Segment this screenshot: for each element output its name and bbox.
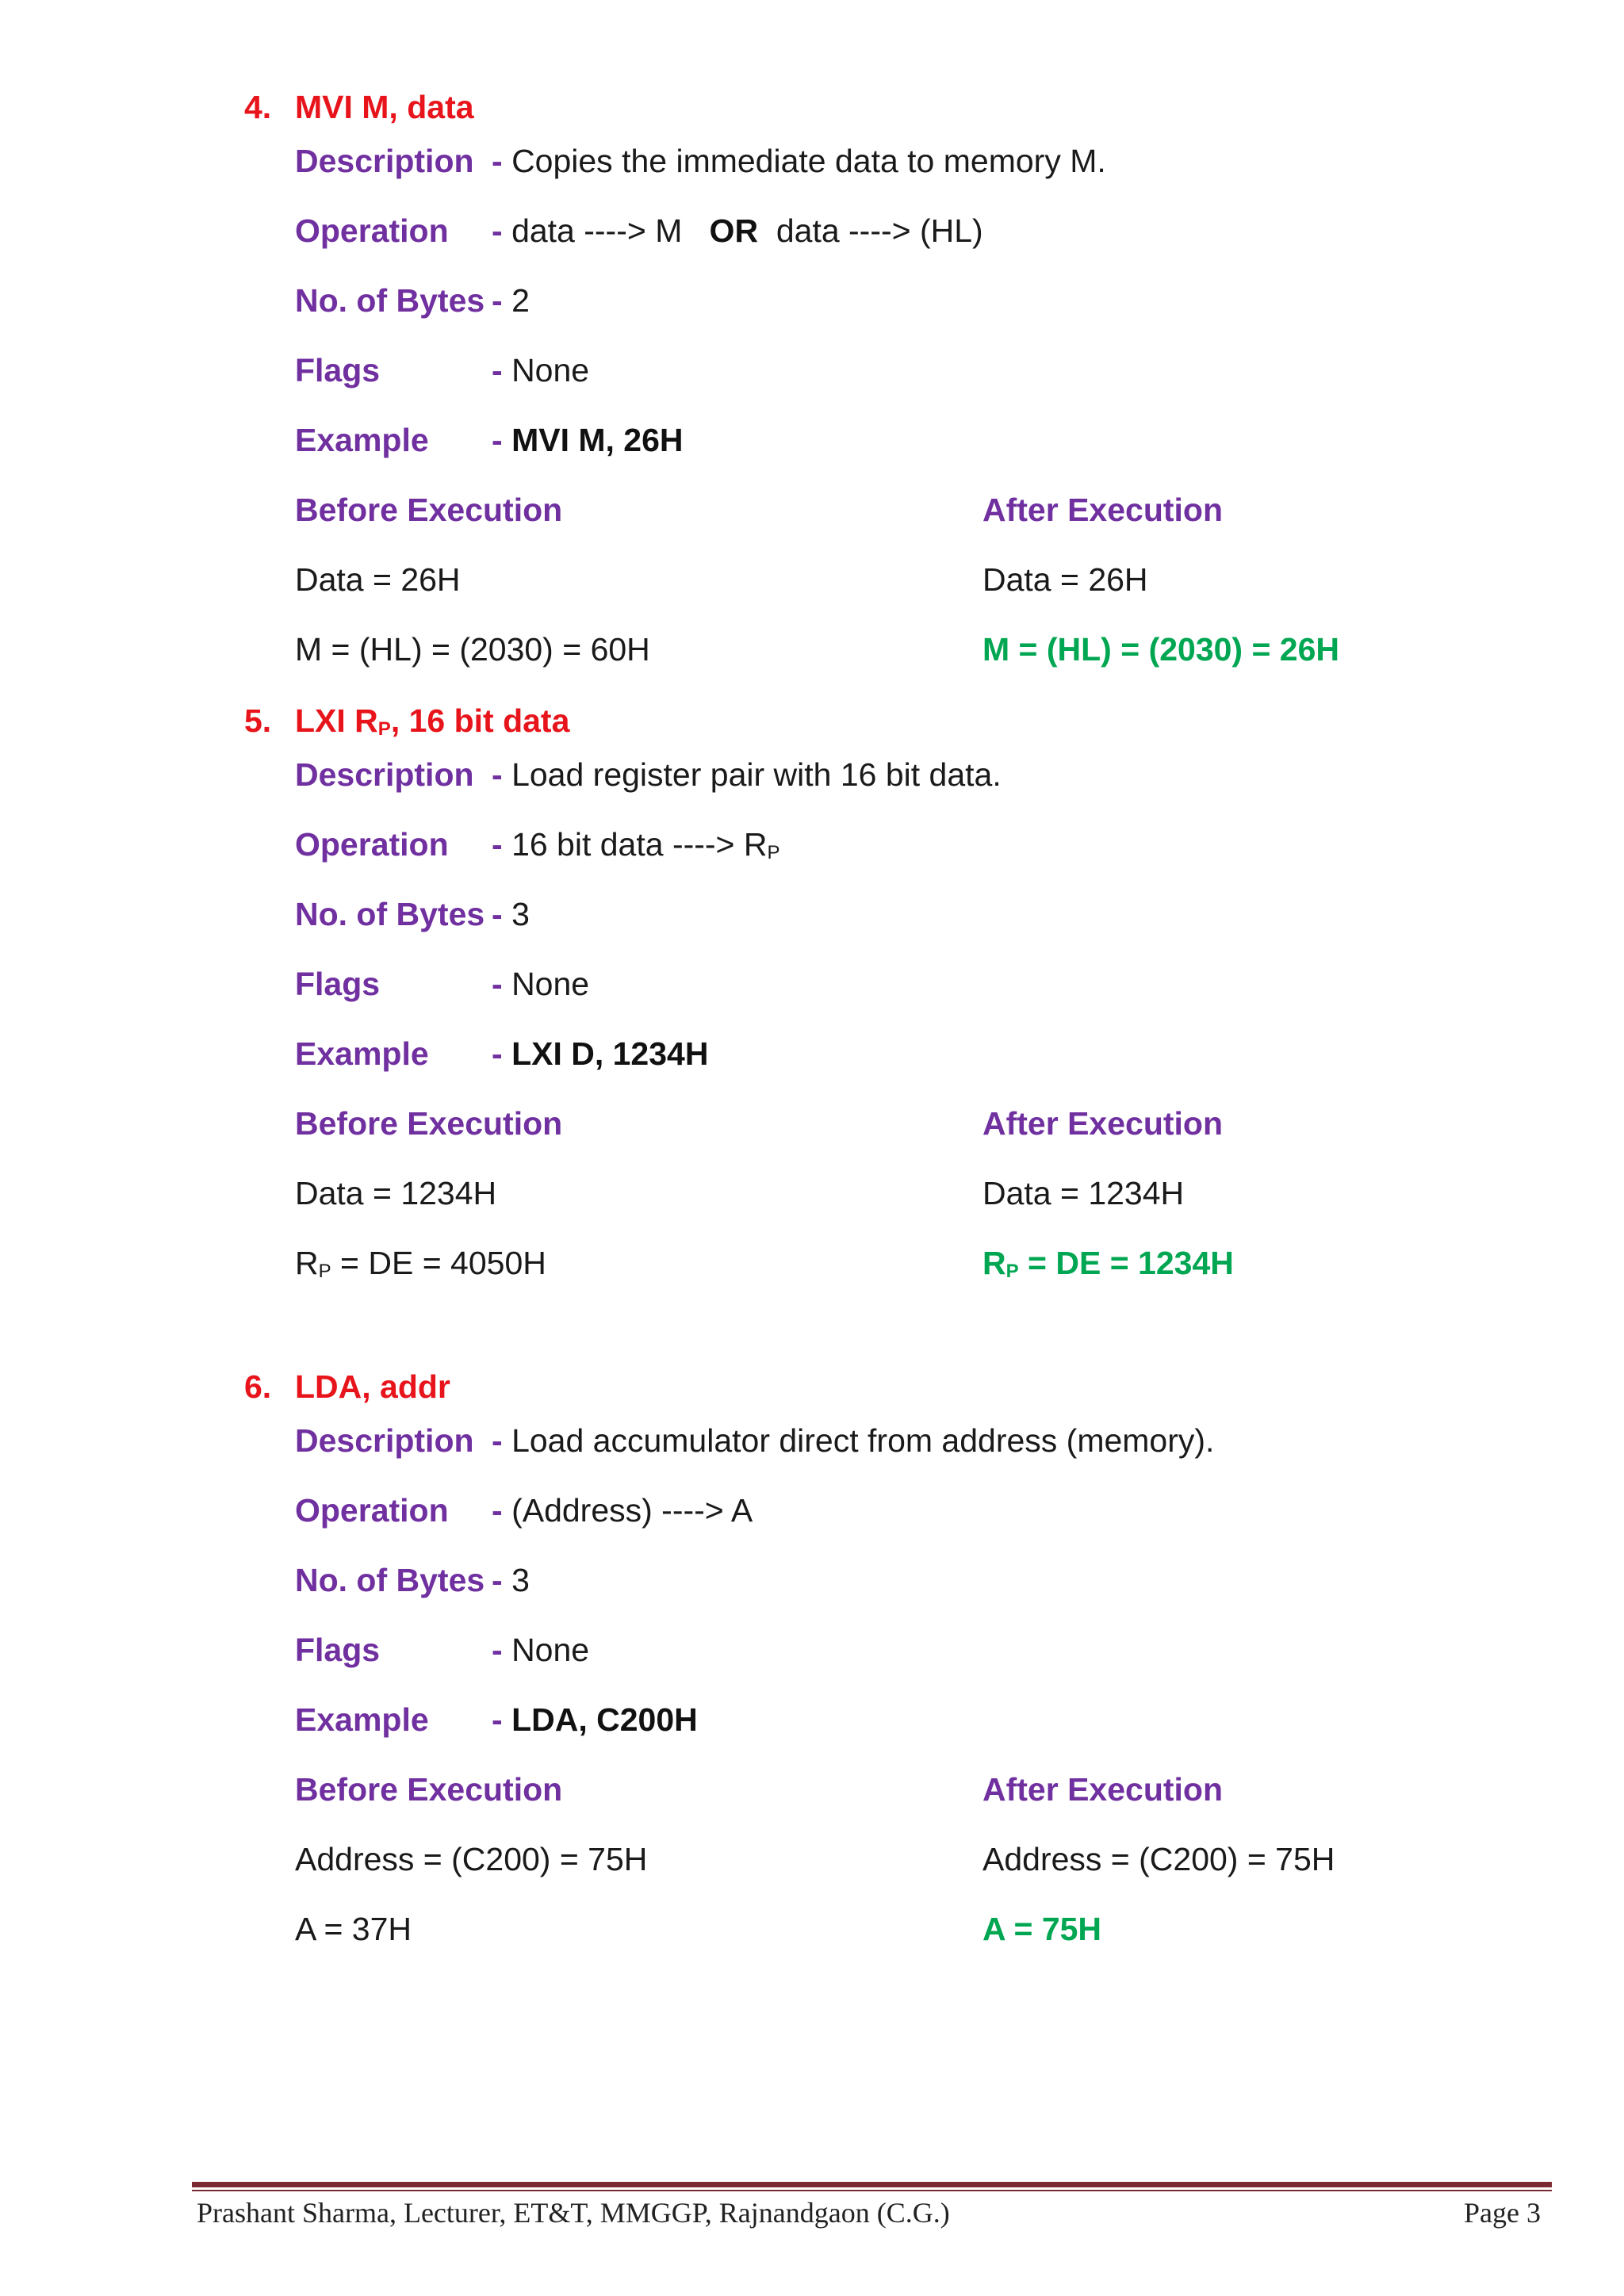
section-number: 6. bbox=[244, 1368, 272, 1405]
description-label: Description bbox=[295, 143, 474, 179]
example-value: - LDA, C200H bbox=[492, 1701, 698, 1738]
operation-label: Operation bbox=[295, 212, 449, 249]
before-execution-heading: Before Execution bbox=[295, 1771, 563, 1808]
example-label: Example bbox=[295, 422, 429, 458]
after-line: Data = 1234H bbox=[982, 1175, 1185, 1211]
bytes-label: No. of Bytes bbox=[295, 896, 485, 932]
after-line-highlight: $R_P$ = DE = 1234H bbox=[982, 1245, 1234, 1282]
section-title: LDA, addr bbox=[295, 1368, 450, 1405]
section-5-heading: 5. LXI $R_P$, 16 bit data bbox=[244, 702, 570, 740]
footer-page-number: Page 3 bbox=[1464, 2197, 1541, 2229]
operation-value: - (Address) ----> A bbox=[492, 1492, 753, 1529]
example-label: Example bbox=[295, 1035, 429, 1072]
description-value: - Load accumulator direct from address (memory). bbox=[492, 1422, 1215, 1459]
example-label: Example bbox=[295, 1701, 429, 1738]
operation-label: Operation bbox=[295, 826, 449, 863]
description-value: - Copies the immediate data to memory M. bbox=[492, 143, 1106, 179]
before-line: $R_P$ = DE = 4050H bbox=[295, 1245, 546, 1282]
footer-author: Prashant Sharma, Lecturer, ET&T, MMGGP, Rajnandgaon (C.G.) bbox=[197, 2197, 950, 2229]
before-line: M = (HL) = (2030) = 60H bbox=[295, 631, 650, 668]
after-execution-heading: After Execution bbox=[982, 492, 1223, 528]
before-line: Address = (C200) = 75H bbox=[295, 1841, 648, 1877]
bytes-label: No. of Bytes bbox=[295, 282, 485, 319]
flags-value: - None bbox=[492, 1632, 590, 1668]
before-execution-heading: Before Execution bbox=[295, 1105, 563, 1142]
section-title: MVI M, data bbox=[295, 89, 474, 125]
section-number: 4. bbox=[244, 89, 272, 125]
after-line-highlight: A = 75H bbox=[982, 1911, 1102, 1947]
flags-label: Flags bbox=[295, 966, 381, 1002]
flags-label: Flags bbox=[295, 352, 381, 388]
example-value: - LXI D, 1234H bbox=[492, 1035, 709, 1072]
footer-rule-thick bbox=[192, 2182, 1552, 2187]
flags-label: Flags bbox=[295, 1632, 381, 1668]
bytes-value: - 3 bbox=[492, 896, 530, 932]
after-line-highlight: M = (HL) = (2030) = 26H bbox=[982, 631, 1340, 668]
description-label: Description bbox=[295, 756, 474, 793]
operation-label: Operation bbox=[295, 1492, 449, 1529]
footer-rule-thin bbox=[192, 2190, 1552, 2191]
after-line: Address = (C200) = 75H bbox=[982, 1841, 1335, 1877]
before-line: Data = 1234H bbox=[295, 1175, 497, 1211]
flags-value: - None bbox=[492, 966, 590, 1002]
before-line: A = 37H bbox=[295, 1911, 412, 1947]
bytes-label: No. of Bytes bbox=[295, 1562, 485, 1598]
after-execution-heading: After Execution bbox=[982, 1771, 1223, 1808]
section-6-heading bbox=[244, 1368, 450, 1406]
bytes-value: - 2 bbox=[492, 282, 530, 319]
section-4-heading bbox=[244, 89, 474, 126]
bytes-value: - 3 bbox=[492, 1562, 530, 1598]
description-label: Description bbox=[295, 1422, 474, 1459]
flags-value: - None bbox=[492, 352, 590, 388]
before-execution-heading: Before Execution bbox=[295, 492, 563, 528]
description-value: - Load register pair with 16 bit data. bbox=[492, 756, 1002, 793]
example-value: - MVI M, 26H bbox=[492, 422, 684, 458]
before-line: Data = 26H bbox=[295, 561, 461, 598]
section-number: 5. bbox=[244, 702, 272, 739]
operation-value: - data ----> M OR data ----> (HL) bbox=[492, 212, 983, 249]
after-line: Data = 26H bbox=[982, 561, 1148, 598]
operation-value: - 16 bit data ----> $R_P$ bbox=[492, 826, 780, 863]
after-execution-heading: After Execution bbox=[982, 1105, 1223, 1142]
